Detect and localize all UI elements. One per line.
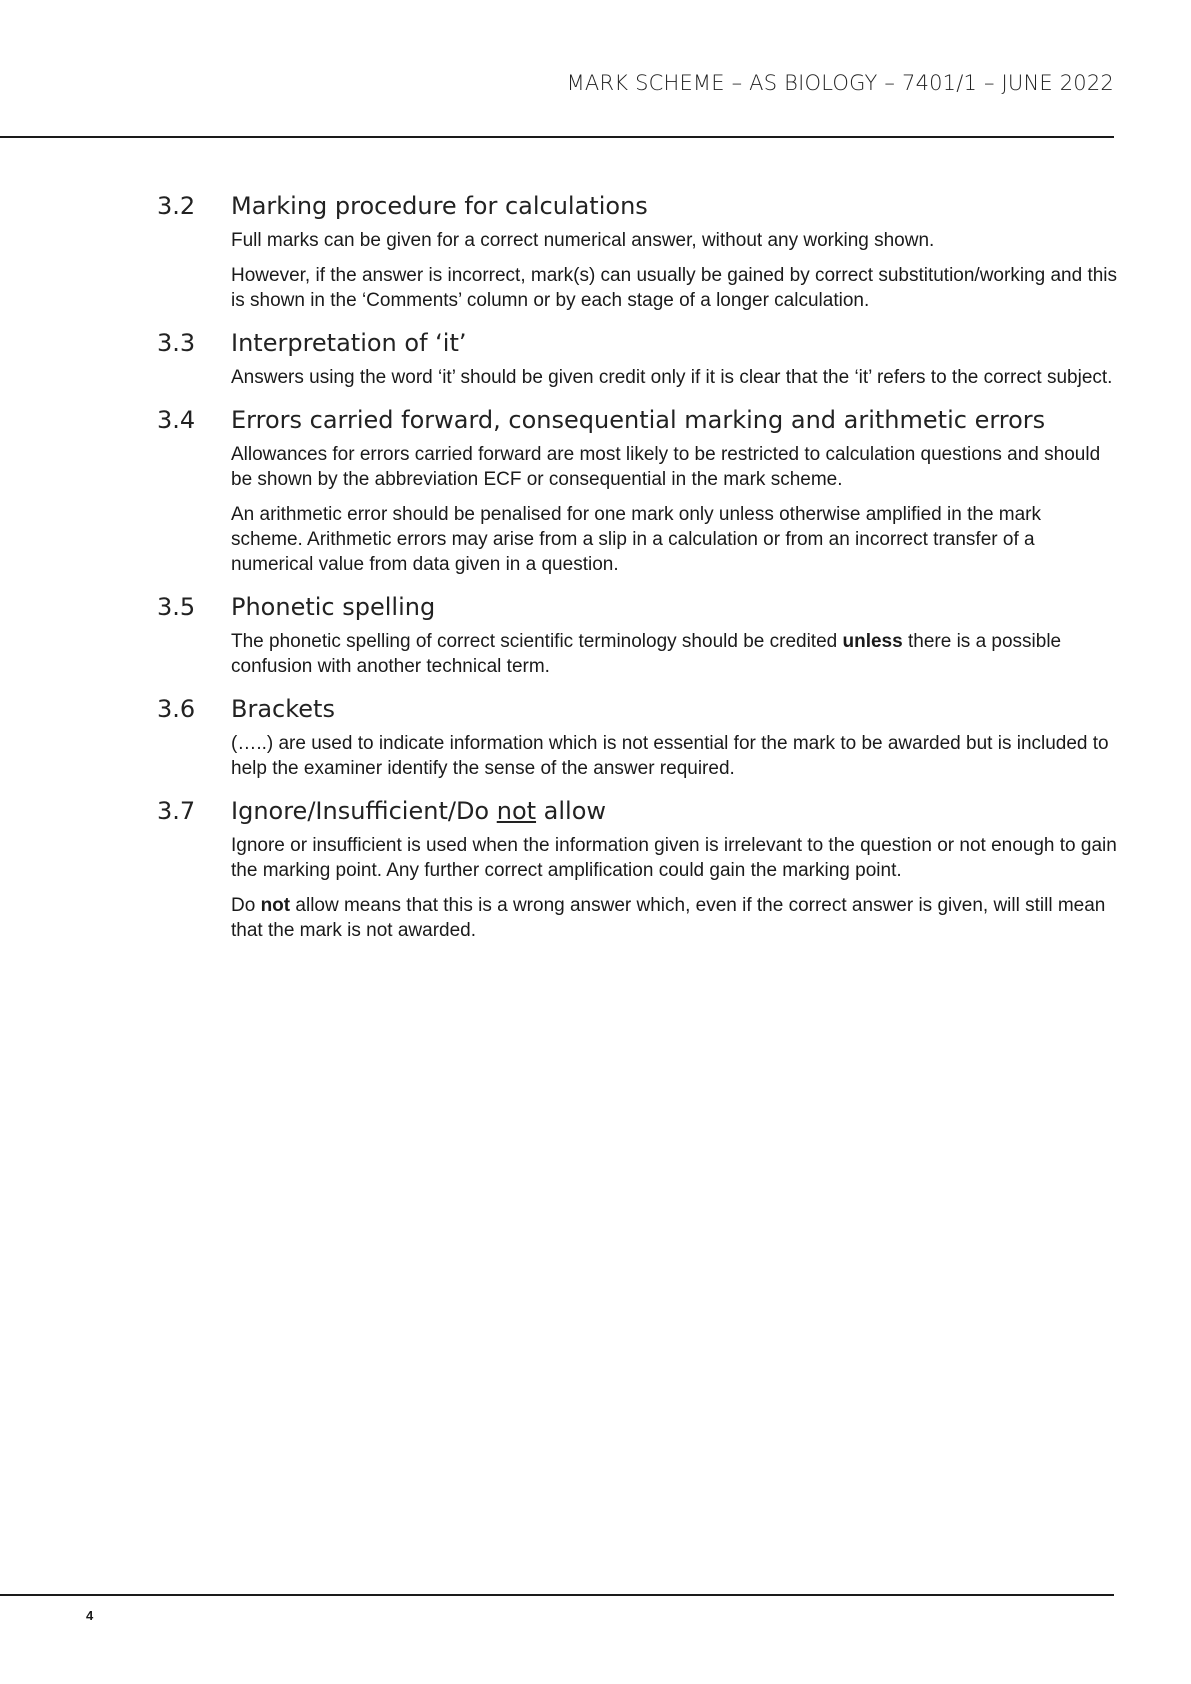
- title-run: allow: [536, 797, 607, 825]
- section-number: 3.4: [157, 406, 196, 434]
- page-number: 4: [86, 1608, 94, 1623]
- footer-rule: [0, 1594, 1114, 1596]
- section-3-3: [157, 327, 1117, 390]
- section-title: Marking procedure for calculations: [231, 192, 648, 220]
- section-title: [231, 795, 606, 827]
- section-heading: [157, 591, 1117, 623]
- text-run: The phonetic spelling of correct scientific terminology should be credited: [231, 631, 843, 652]
- paragraph: (…..) are used to indicate information which is not essential for the mark to be awarded but is included to help the examiner identify the sense of the answer required.: [231, 733, 1109, 779]
- paragraph: An arithmetic error should be penalised for one mark only unless otherwise amplified in the mark scheme. Arithmetic errors may arise from a slip in a calculation or from an incorrect transfer of a numerical value from data given in a question.: [231, 504, 1042, 575]
- paragraph: [231, 629, 1117, 679]
- section-number: 3.5: [157, 593, 196, 621]
- section-number: 3.6: [157, 695, 196, 723]
- header-rule: [0, 136, 1114, 138]
- paragraph: Allowances for errors carried forward are most likely to be restricted to calculation questions and should be shown by the abbreviation ECF or consequential in the mark scheme.: [231, 444, 1101, 490]
- section-3-6: [157, 693, 1117, 781]
- section-title: Errors carried forward, consequential marking and arithmetic errors: [231, 406, 1046, 434]
- paragraph: However, if the answer is incorrect, mark(s) can usually be gained by correct substitution/working and this is shown in the ‘Comments’ column or by each stage of a longer calculation.: [231, 265, 1118, 311]
- section-heading: [157, 327, 1117, 359]
- section-title: Phonetic spelling: [231, 593, 436, 621]
- paragraph: Ignore or insufficient is used when the information given is irrelevant to the question or not enough to gain the marking point. Any further correct amplification could gain the marking point.: [231, 835, 1117, 881]
- section-3-7: [157, 795, 1117, 943]
- section-3-5: [157, 591, 1117, 679]
- title-underlined-not: not: [496, 797, 537, 825]
- section-heading: [157, 795, 1117, 827]
- section-heading: [157, 190, 1117, 222]
- section-number: 3.2: [157, 192, 196, 220]
- paragraph: Full marks can be given for a correct numerical answer, without any working shown.: [231, 230, 935, 251]
- section-title: Brackets: [231, 695, 335, 723]
- paragraph: [231, 893, 1117, 943]
- emphasis-unless: unless: [842, 631, 903, 652]
- paragraph: Answers using the word ‘it’ should be given credit only if it is clear that the ‘it’ refers to the correct subject.: [231, 367, 1113, 388]
- section-3-4: [157, 404, 1117, 577]
- section-number: 3.3: [157, 329, 196, 357]
- section-heading: [157, 693, 1117, 725]
- section-number: 3.7: [157, 797, 196, 825]
- text-run: there is a possible confusion with another technical term.: [231, 631, 1062, 677]
- page-content: [157, 190, 1117, 957]
- section-heading: [157, 404, 1117, 436]
- text-run: allow means that this is a wrong answer which, even if the correct answer is given, will still mean that the mark is not awarded.: [231, 895, 1106, 941]
- text-run: Do: [231, 895, 261, 916]
- header-title: MARK SCHEME – AS BIOLOGY – 7401/1 – JUNE 2022: [566, 71, 1114, 95]
- section-3-2: [157, 190, 1117, 313]
- section-title: Interpretation of ‘it’: [231, 329, 467, 357]
- emphasis-not: not: [260, 895, 291, 916]
- title-run: Ignore/Insufficient/Do: [231, 797, 497, 825]
